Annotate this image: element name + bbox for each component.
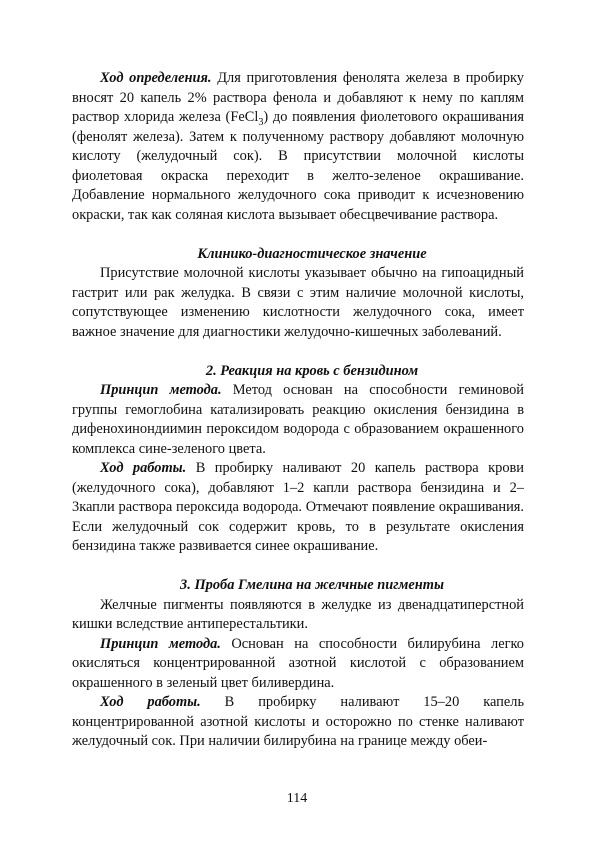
section3-procedure-lead: Ход работы. — [100, 694, 201, 710]
section3-procedure — [72, 693, 524, 752]
page-body — [72, 69, 524, 752]
section3-principle-lead: Принцип метода. — [100, 635, 221, 652]
section2-heading: 2. Реакция на кровь с бензидином — [205, 362, 419, 379]
procedure-lead: Ход определения. — [100, 70, 212, 86]
spacer — [72, 225, 524, 245]
section3-principle — [72, 635, 524, 694]
procedure-text-b: ) до появления фиолетового окрашивания (фенолят железа). Затем к полученному раствору добавляют молочную кислоту (желудочный сок). В присутствии молочной кислоты фиолетовая окраска переходит в желто-зеленое окрашивание. Добавление нормального желудочного сока приводит к исчезновению окраски, так как соляная кислота вызывает обесцвечивание раствора. — [72, 109, 524, 223]
spacer — [72, 557, 524, 577]
section3-procedure-text: В пробирку наливают 15–20 капель концентрированной азотной кислоты и осторожно по стенке наливают желудочный сок. При наличии билирубина на границе между обеи- — [72, 694, 525, 749]
section2-procedure-lead: Ход работы. — [100, 460, 187, 476]
section3-intro: Желчные пигменты появляются в желудке из двенадцатиперстной кишки вследствие антиперестальтики. — [72, 596, 524, 632]
section3-heading: 3. Проба Гмелина на желчные пигменты — [180, 577, 444, 593]
formula-subscript: 3 — [258, 116, 264, 128]
spacer — [72, 342, 524, 362]
section2-principle-lead: Принцип метода. — [100, 382, 222, 398]
clinical-heading: Клинико-диагностическое значение — [197, 245, 427, 262]
page-number: 114 — [286, 791, 308, 806]
section2-principle — [72, 381, 524, 459]
section2-procedure — [72, 459, 524, 557]
section3-principle-text: Основан на способности билирубина легко окисляться концентрированной азотной кислотой с образованием окрашенного в зеленый цвет биливердина. — [72, 635, 524, 691]
clinical-paragraph: Присутствие молочной кислоты указывает обычно на гипоацидный гастрит или рак желудка. В связи с этим наличие молочной кислоты, сопутствующее изменению кислотности желудочного сока, имеет важное значение для диагностики желудочно-кишечных заболеваний. — [72, 265, 524, 340]
section2-procedure-text: В пробирку наливают 20 капель раствора крови (желудочного сока), добавляют 1–2 капли раствора бензидина и 2–3капли раствора пероксида водорода. Отмечают появление окрашивания. Если желудочный сок содержит кровь, то в результате окисления бензидина также развивается синее окрашивание. — [72, 460, 525, 554]
section2-principle-text: Метод основан на способности геминовой группы гемоглобина катализировать реакцию окисления бензидина в дифенохинондиимин пероксидом водорода с образованием окрашенного комплекса сине-зеленого цвета. — [72, 382, 524, 457]
procedure-paragraph — [72, 69, 524, 225]
procedure-text-a: Для приготовления фенолята железа в пробирку вносят 20 капель 2% раствора фенола и добавляют к нему по каплям раствор хлорида железа (FeCl — [72, 70, 524, 125]
